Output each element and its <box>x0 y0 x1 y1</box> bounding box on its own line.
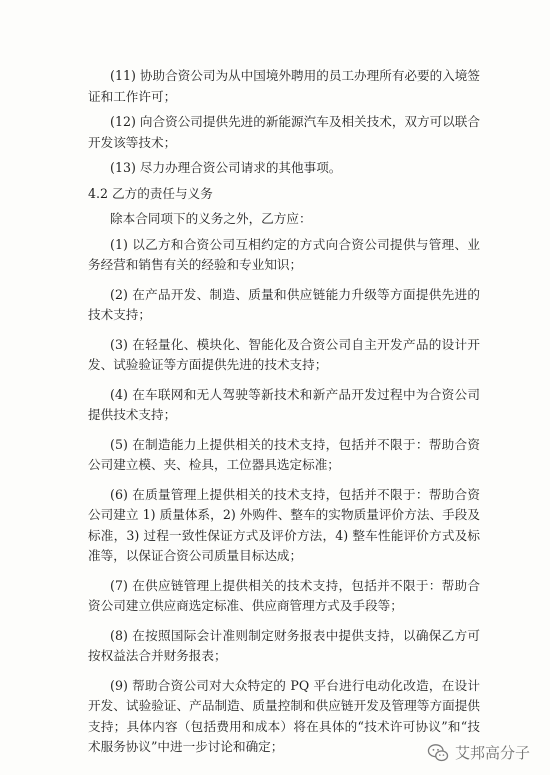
item-8: (8) 在按照国际会计准则制定财务报表中提供支持，以确保乙方可按权益法合并财务报表； <box>88 627 480 663</box>
paragraph-12: (12) 向合资公司提供先进的新能源汽车及相关技术，双方可以联合开发该等技术； <box>88 114 480 150</box>
item-5: (5) 在制造能力上提供相关的技术支持，包括并不限于：帮助合资公司建立模、夹、检具，工位器具选定标准； <box>88 436 480 472</box>
item-7: (7) 在供应链管理上提供相关的技术支持，包括并不限于：帮助合资公司建立供应商选定标准、供应商管理方式及手段等； <box>88 577 480 613</box>
document-body <box>88 66 480 767</box>
item-1: (1) 以乙方和合资公司互相约定的方式向合资公司提供与管理、业务经营和销售有关的经验和专业知识； <box>88 236 480 272</box>
watermark <box>427 742 530 763</box>
paragraph-11: (11) 协助合资公司为从中国境外聘用的员工办理所有必要的入境签证和工作许可； <box>88 68 480 104</box>
item-9: (9) 帮助合资公司对大众特定的 PQ 平台进行电动化改造，在设计开发、试验验证、产品制造、质量控制和供应链开发及管理等方面提供支持；具体内容（包括费用和成本）将在具体的“技术许可协议”和“技术服务协议”中进一步讨论和确定； <box>88 677 480 754</box>
item-3: (3) 在轻量化、模块化、智能化及合资公司自主开发产品的设计开发、试验验证等方面提供先进的技术支持； <box>88 336 480 372</box>
watermark-label: 艾邦高分子 <box>454 744 530 762</box>
item-4: (4) 在车联网和无人驾驶等新技术和新产品开发过程中为合资公司提供技术支持； <box>88 386 480 422</box>
section-heading: 4.2 乙方的责任与义务 <box>88 185 213 201</box>
paragraph-13: (13) 尽力办理合资公司请求的其他事项。 <box>110 160 342 175</box>
item-6: (6) 在质量管理上提供相关的技术支持，包括并不限于：帮助合资公司建立 1) 质量体系，2) 外购件、整车的实物质量评价方法、手段及标准，3) 过程一致性保证方式及评价方法，4) 整车性能评价方式及标准等，以保证合资公司质量目标达成； <box>88 486 480 563</box>
wechat-icon <box>427 743 449 763</box>
section-intro: 除本合同项下的义务之外，乙方应： <box>110 211 312 226</box>
item-2: (2) 在产品开发、制造、质量和供应链能力升级等方面提供先进的技术支持； <box>88 286 480 322</box>
